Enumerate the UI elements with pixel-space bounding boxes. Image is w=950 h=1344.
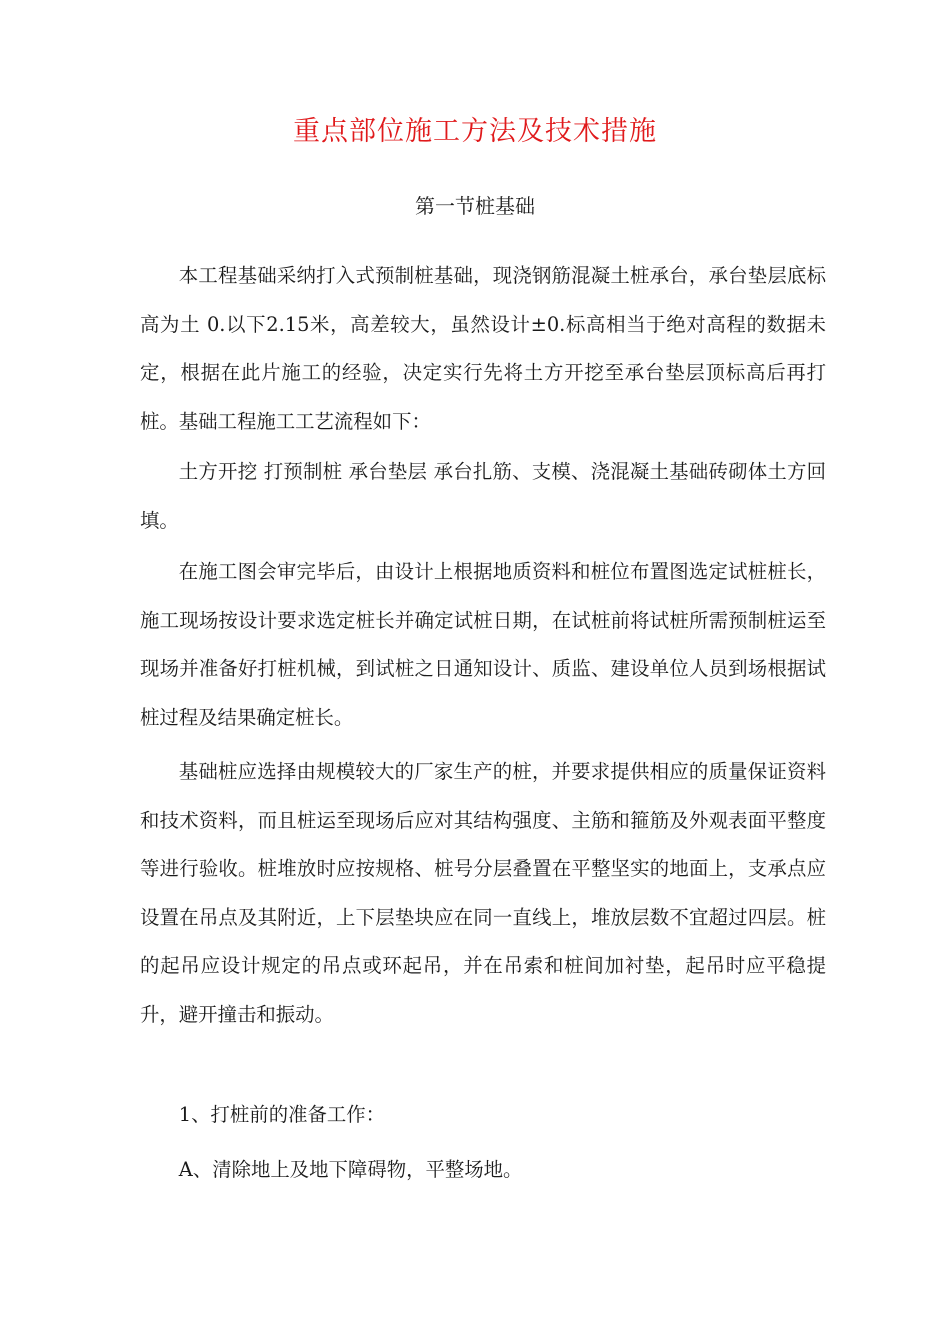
paragraph-test-pile: 在施工图会审完毕后，由设计上根据地质资料和桩位布置图选定试桩桩长，施工现场按设计要求选定桩长并确定试桩日期，在试桩前将试桩所需预制桩运至现场并准备好打桩机械，到试桩之日通知设计、质监、建设单位人员到场根据试桩过程及结果确定桩长。 <box>140 560 826 729</box>
list-item-clear-site: A、清除地上及地下障碍物，平整场地。 <box>178 1158 523 1181</box>
paragraph-pile-supply: 基础桩应选择由规模较大的厂家生产的桩，并要求提供相应的质量保证资料和技术资料，而且桩运至现场后应对其结构强度、主筋和箍筋及外观表面平整度等进行验收。桩堆放时应按规格、桩号分层叠置在平整坚实的地面上，支承点应设置在吊点及其附近，上下层垫块应在同一直线上，堆放层数不宜超过四层。桩的起吊应设计规定的吊点或环起吊，并在吊索和桩间加衬垫，起吊时应平稳提升，避开撞击和振动。 <box>140 760 826 1026</box>
list-heading-preparation: 1、打桩前的准备工作： <box>178 1103 386 1126</box>
paragraph-intro: 本工程基础采纳打入式预制桩基础，现浇钢筋混凝土桩承台，承台垫层底标高为土 0.以下2.15米，高差较大，虽然设计±0.标高相当于绝对高程的数据未定，根据在此片施工的经验，决定实行先将土方开挖至承台垫层顶标高后再打桩。基础工程施工工艺流程如下： <box>140 264 826 433</box>
paragraph-process-flow: 土方开挖 打预制桩 承台垫层 承台扎筋、支模、浇混凝土基础砖砌体土方回填。 <box>140 460 826 532</box>
section-heading: 第一节桩基础 <box>415 194 535 218</box>
page-title: 重点部位施工方法及技术措施 <box>293 116 657 147</box>
